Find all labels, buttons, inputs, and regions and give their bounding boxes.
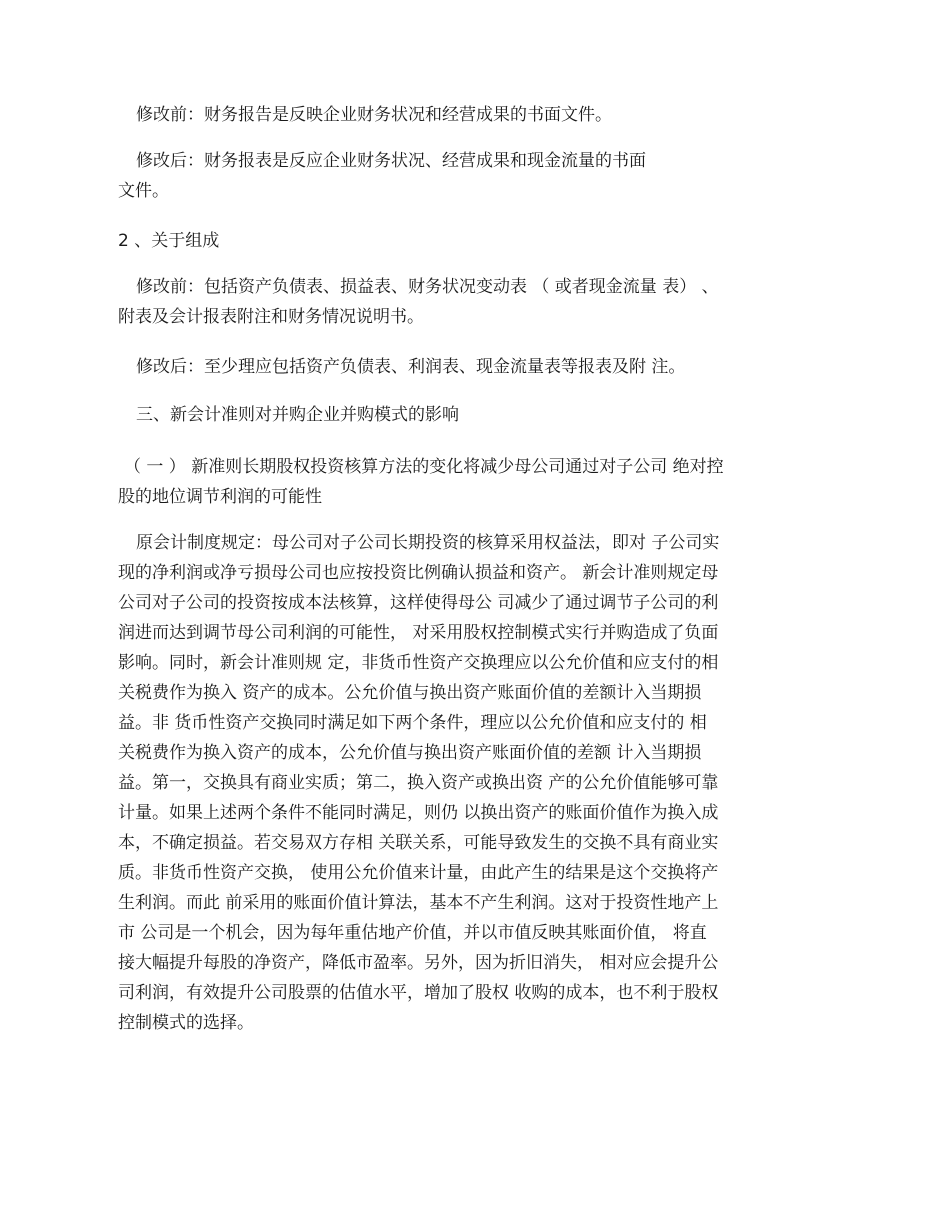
text-line: 股的地位调节利润的可能性 [118, 487, 322, 507]
text-line: 公司对子公司的投资按成本法核算，这样使得母公 司减少了通过调节子公司的利 [118, 593, 719, 613]
subsection-heading-one [118, 452, 818, 512]
text-line: （ 一 ） 新准则长期股权投资核算方法的变化将减少母公司通过对子公司 绝对控 [124, 457, 724, 477]
text-line: 三、新会计准则对并购企业并购模式的影响 [136, 405, 459, 425]
text-line: 益。非 货币性资产交换同时满足如下两个条件，理应以公允价值和应支付的 相 [118, 713, 707, 733]
text-line: 益。第一，交换具有商业实质；第二，换入资产或换出资 产的公允价值能够可靠 [118, 773, 719, 793]
text-line: 控制模式的选择。 [118, 1013, 254, 1033]
text-line: 质。非货币性资产交换， 使用公允价值来计量，由此产生的结果是这个交换将产 [118, 863, 719, 883]
text-line: 生利润。而此 前采用的账面价值计算法，基本不产生利润。这对于投资性地产上 [118, 893, 719, 913]
paragraph-after-definition [118, 146, 818, 206]
body-paragraph [118, 528, 818, 1038]
paragraph-after-composition [118, 352, 818, 382]
text-line: 接大幅提升每股的净资产，降低市盈率。另外，因为折旧消失， 相对应会提升公 [118, 953, 719, 973]
text-line: 计量。如果上述两个条件不能同时满足，则仍 以换出资产的账面价值作为换入成 [118, 803, 719, 823]
text-line: 影响。同时，新会计准则规 定，非货币性资产交换理应以公允价值和应支付的相 [118, 653, 719, 673]
section-heading-composition [118, 226, 818, 256]
text-line: 文件。 [118, 181, 169, 201]
section-heading-three [118, 400, 818, 430]
text-line: 关税费作为换入资产的成本，公允价值与换出资产账面价值的差额 计入当期损 [118, 743, 702, 763]
paragraph-before-composition [118, 272, 818, 332]
text-line: 市 公司是一个机会，因为每年重估地产价值，并以市值反映其账面价值， 将直 [118, 923, 707, 943]
text-line: 修改前：财务报告是反映企业财务状况和经营成果的书面文件。 [136, 105, 612, 125]
text-line: 司利润，有效提升公司股票的估值水平，增加了股权 收购的成本，也不利于股权 [118, 983, 719, 1003]
text-line: 修改后：财务报表是反应企业财务状况、经营成果和现金流量的书面 [136, 151, 646, 171]
text-line: 修改后：至少理应包括资产负债表、利润表、现金流量表等报表及附 注。 [136, 357, 686, 377]
text-line: 原会计制度规定：母公司对子公司长期投资的核算采用权益法，即对 子公司实 [136, 533, 720, 553]
text-line: 润进而达到调节母公司利润的可能性， 对采用股权控制模式实行并购造成了负面 [118, 623, 719, 643]
text-line: 本，不确定损益。若交易双方存相 关联关系，可能导致发生的交换不具有商业实 [118, 833, 719, 853]
text-line: 2 、关于组成 [118, 231, 220, 251]
text-line: 修改前：包括资产负债表、损益表、财务状况变动表 （ 或者现金流量 表） 、 [136, 277, 719, 297]
text-line: 现的净利润或净亏损母公司也应按投资比例确认损益和资产。 新会计准则规定母 [118, 563, 719, 583]
paragraph-before-definition [118, 100, 818, 130]
text-line: 关税费作为换入 资产的成本。公允价值与换出资产账面价值的差额计入当期损 [118, 683, 702, 703]
text-line: 附表及会计报表附注和财务情况说明书。 [118, 307, 424, 327]
